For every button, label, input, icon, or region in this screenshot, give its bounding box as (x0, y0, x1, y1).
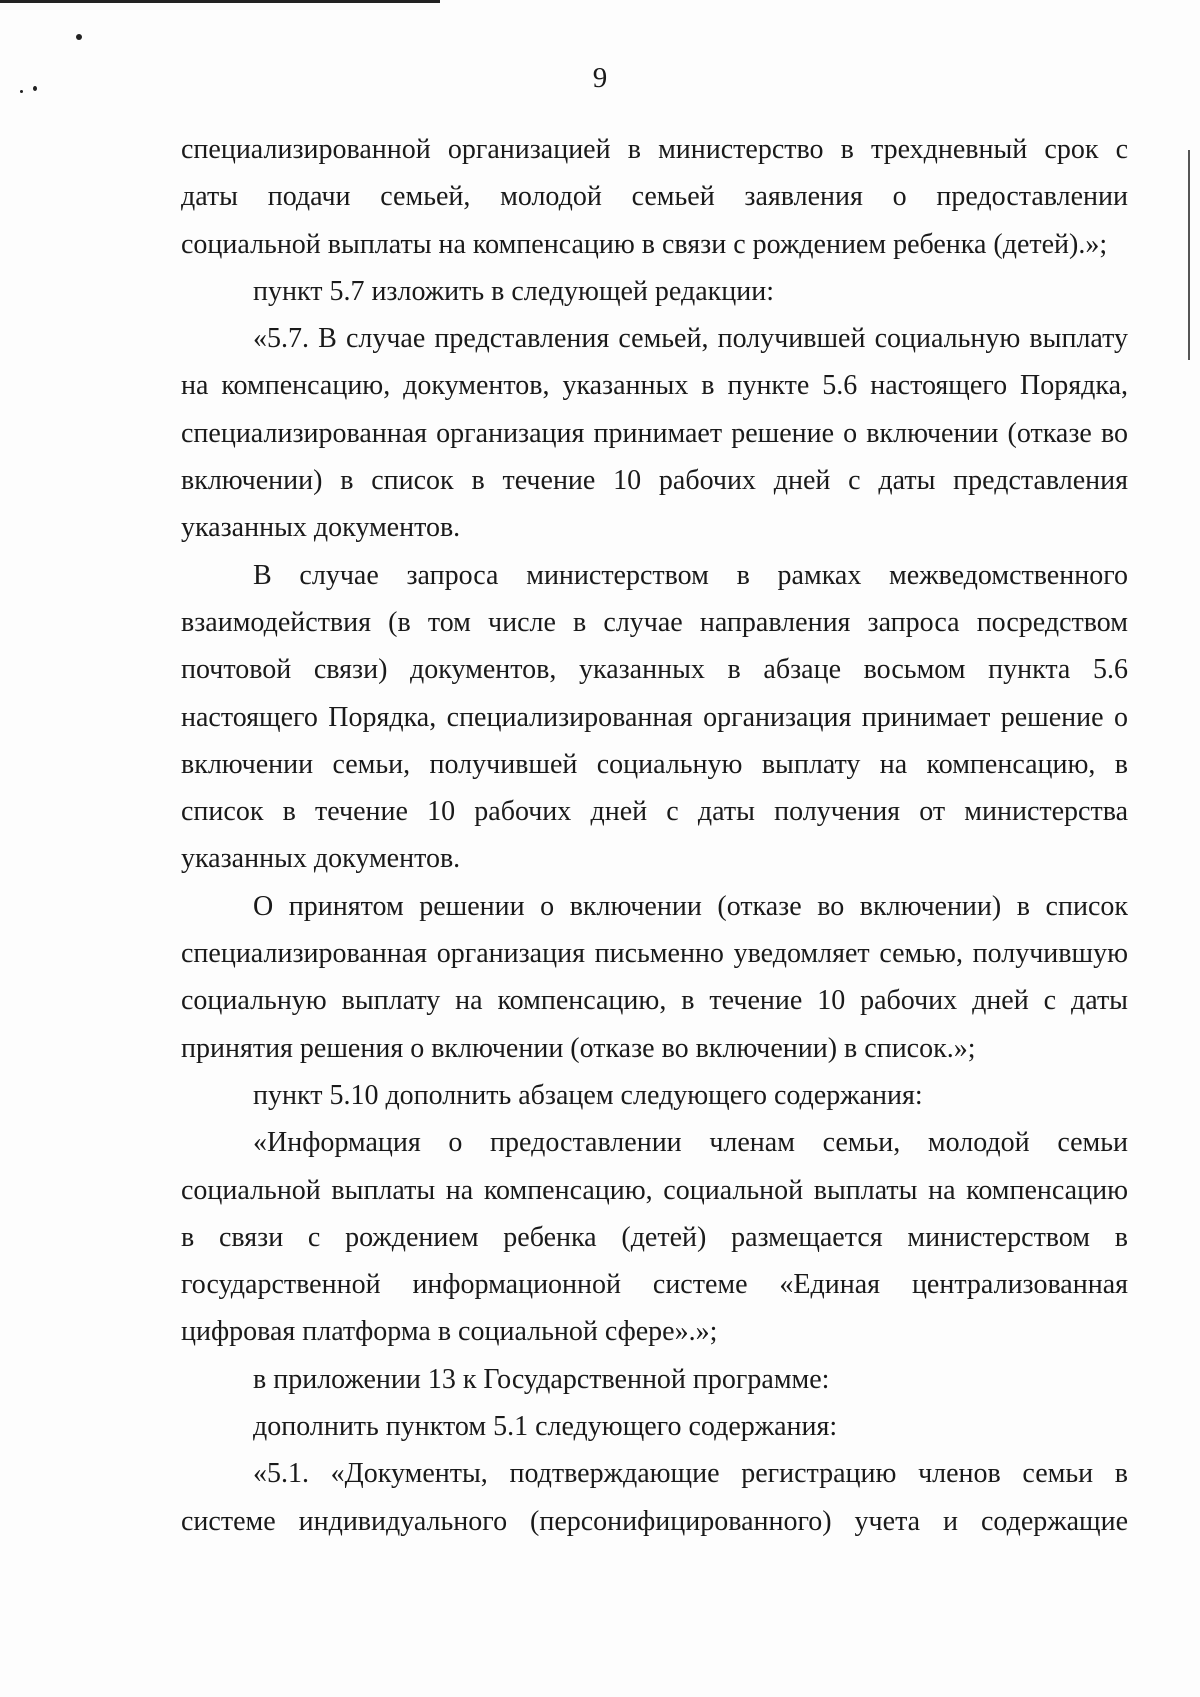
text-line: включении) в список в течение 10 рабочих дней с даты представления (181, 465, 1128, 497)
text-line: специализированная организация письменно уведомляет семью, получившую (181, 938, 1128, 970)
text-line: О принятом решении о включении (отказе во включении) в список (253, 890, 1128, 922)
text-line: «Информация о предоставлении членам семьи, молодой семьи (253, 1127, 1128, 1159)
text-line: «5.1. «Документы, подтверждающие регистрацию членов семьи в (253, 1458, 1128, 1490)
scan-speck (76, 34, 82, 40)
text-line: дополнить пунктом 5.1 следующего содержания: (253, 1411, 838, 1443)
text-line: специализированная организация принимает решение о включении (отказе во (181, 417, 1128, 449)
text-line: список в течение 10 рабочих дней с даты получения от министерства (181, 796, 1128, 828)
text-line: цифровая платформа в социальной сфере».»; (181, 1316, 718, 1348)
text-line: государственной информационной системе «Единая централизованная (181, 1269, 1128, 1301)
text-line: взаимодействия (в том числе в случае направления запроса посредством (181, 606, 1128, 638)
text-line: социальной выплаты на компенсацию в связи с рождением ребенка (детей).»; (181, 228, 1108, 260)
text-line: включении семьи, получившей социальную выплату на компенсацию, в (181, 748, 1128, 780)
text-line: социальной выплаты на компенсацию, социальной выплаты на компенсацию (181, 1174, 1128, 1206)
text-line: социальную выплату на компенсацию, в течение 10 рабочих дней с даты (181, 985, 1128, 1017)
text-line: указанных документов. (181, 512, 461, 544)
body-text (181, 126, 1128, 1545)
text-line: системе индивидуального (персонифицированного) учета и содержащие (181, 1505, 1128, 1537)
text-line: пункт 5.7 изложить в следующей редакции: (253, 275, 774, 307)
top-rule (0, 0, 440, 3)
text-line: указанных документов. (181, 843, 461, 875)
text-line: настоящего Порядка, специализированная организация принимает решение о (181, 701, 1128, 733)
right-rule (1188, 150, 1190, 360)
text-line: в приложении 13 к Государственной программе: (253, 1363, 830, 1395)
text-line: почтовой связи) документов, указанных в абзаце восьмом пункта 5.6 (181, 654, 1128, 686)
text-line: пункт 5.10 дополнить абзацем следующего содержания: (253, 1079, 923, 1111)
text-line: принятия решения о включении (отказе во включении) в список.»; (181, 1032, 976, 1064)
text-line: даты подачи семьей, молодой семьей заявления о предоставлении (181, 181, 1128, 213)
text-line: специализированной организацией в министерство в трехдневный срок с (181, 134, 1128, 165)
text-line: «5.7. В случае представления семьей, получившей социальную выплату (253, 323, 1128, 355)
text-line: В случае запроса министерством в рамках межведомственного (253, 559, 1128, 591)
text-line: в связи с рождением ребенка (детей) размещается министерством в (181, 1221, 1128, 1253)
text-line: на компенсацию, документов, указанных в пункте 5.6 настоящего Порядка, (181, 370, 1128, 402)
page-number: 9 (592, 62, 608, 94)
